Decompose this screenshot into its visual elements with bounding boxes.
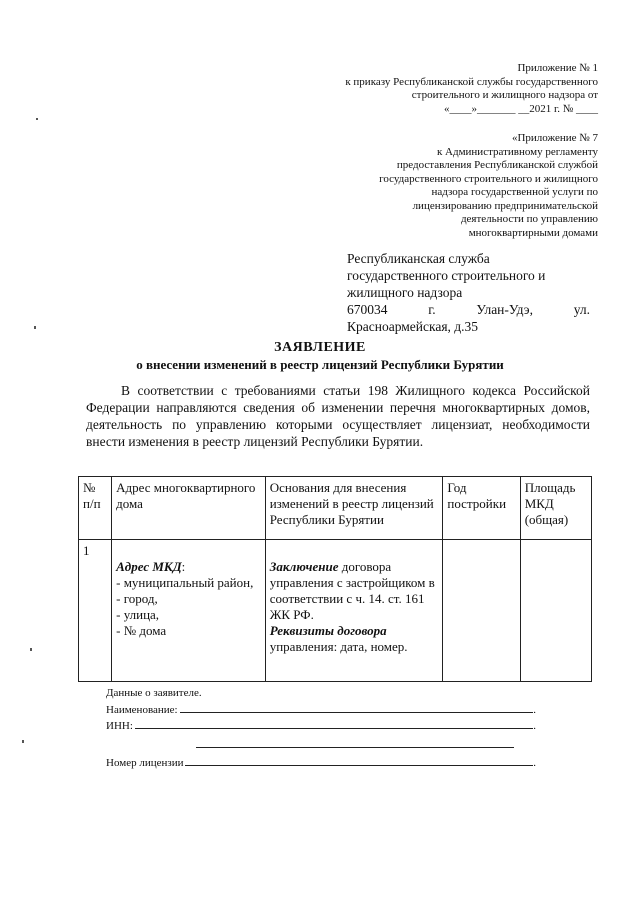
name-dot: .	[533, 703, 536, 716]
address-item: - № дома	[116, 623, 167, 638]
address-item: - улица,	[116, 607, 160, 622]
name-label: Наименование:	[106, 703, 178, 716]
applicant-heading: Данные о заявителе.	[106, 687, 202, 699]
header-num: № п/п	[79, 477, 112, 540]
appendix-1-line: к приказу Республиканской службы государственного	[345, 75, 598, 88]
grounds-label-2: Реквизиты договора	[269, 623, 387, 638]
address-colon: :	[181, 559, 186, 574]
table-row	[79, 540, 592, 682]
license-input-line[interactable]	[185, 754, 533, 766]
addressee-line: жилищного надзора	[347, 285, 463, 300]
grounds-label-1: Заключение	[269, 559, 339, 574]
address-label: Адрес МКД	[116, 559, 182, 574]
grounds-text-1: договора управления с застройщиком в соответствии с ч. 14. ст. 161 ЖК РФ.	[269, 559, 435, 622]
inn-label: ИНН:	[106, 720, 133, 732]
appendix-7-line: к Административному регламенту	[436, 145, 598, 158]
appendix-1-line: Приложение № 1	[517, 62, 598, 74]
cell-num: 1	[79, 540, 112, 682]
inn-input-line[interactable]	[135, 717, 533, 729]
street: Красноармейская, д.35	[347, 319, 479, 334]
appendix-7-line: предоставления Республиканской службой	[396, 159, 598, 171]
appendix-1-header	[258, 62, 598, 116]
appendix-7-line: «Приложение № 7	[511, 132, 598, 144]
appendix-7-line: многоквартирными домами	[468, 226, 598, 239]
cell-address	[112, 540, 266, 682]
cell-area[interactable]	[520, 540, 591, 682]
name-field[interactable]	[106, 701, 536, 718]
address-item: - город,	[116, 591, 158, 606]
table-header-row	[79, 477, 592, 540]
houses-table	[78, 476, 592, 682]
appendix-7-line: лицензированию предпринимательской	[412, 199, 598, 212]
header-grounds: Основания для внесения изменений в реестр лицензий Республики Бурятии	[265, 477, 443, 540]
appendix-1-line: строительного и жилищного надзора от	[411, 89, 598, 101]
inn-field[interactable]	[106, 717, 536, 734]
applicant-block	[106, 687, 536, 771]
license-label: Номер лицензии	[106, 757, 184, 769]
addressee-block	[347, 250, 590, 335]
addressee-line: Республиканская служба	[347, 251, 490, 266]
appendix-7-line: надзора государственной услуги по	[431, 186, 598, 198]
cell-year[interactable]	[443, 540, 520, 682]
name-input-line[interactable]	[180, 701, 534, 713]
appendix-7-header	[298, 132, 598, 240]
appendix-7-line: деятельности по управлению	[460, 213, 598, 225]
appendix-1-line: «____»_______ __2021 г. № ____	[443, 102, 598, 115]
inn-dot: .	[533, 720, 536, 732]
scan-speck	[36, 118, 38, 120]
scan-speck	[30, 648, 32, 651]
appendix-7-line: государственного строительного и жилищного	[379, 172, 598, 185]
license-field[interactable]	[106, 754, 536, 771]
license-dot: .	[533, 757, 536, 769]
city: Улан-Удэ,	[476, 302, 533, 317]
body-paragraph: В соответствии с требованиями статьи 198 Жилищного кодекса Российской Федерации направляются сведения об изменении перечня многоквартирных домов, деятельность по управлению которыми осуществляет лицензиат, необходимости внести изменения в реестр лицензий Республики Бурятии.	[86, 383, 590, 449]
grounds-text-2: управления: дата, номер.	[269, 639, 408, 654]
scan-speck	[34, 326, 36, 329]
header-area: Площадь МКД (общая)	[520, 477, 591, 540]
cell-grounds	[265, 540, 443, 682]
street-prefix: ул.	[573, 302, 590, 317]
header-address: Адрес многоквартирного дома	[112, 477, 266, 540]
addressee-line: государственного строительного и	[347, 268, 546, 283]
postcode: 670034	[347, 302, 388, 317]
document-title: ЗАЯВЛЕНИЕ	[274, 340, 366, 355]
inn-continuation-line[interactable]	[196, 734, 514, 749]
city-prefix: г.	[428, 302, 436, 317]
scan-speck	[22, 740, 24, 743]
addressee-city-line	[347, 301, 590, 318]
document-subtitle: о внесении изменений в реестр лицензий Республики Бурятии	[136, 357, 504, 372]
address-item: - муниципальный район,	[116, 575, 254, 590]
header-year: Год постройки	[443, 477, 520, 540]
